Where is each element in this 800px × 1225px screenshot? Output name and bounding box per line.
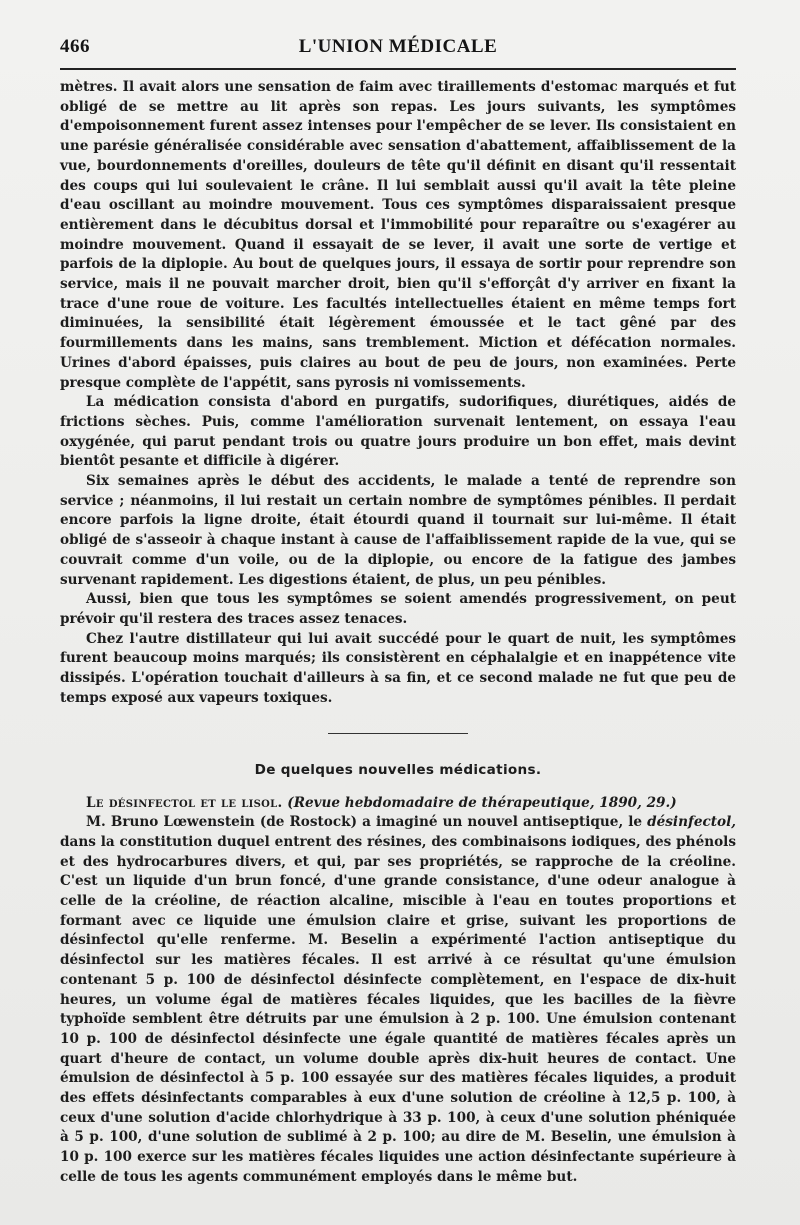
body-paragraph: Six semaines après le début des accidents, le malade a tenté de reprendre son service ; néanmoins, il lui restait un certain nombre de symptômes pénibles. Il perdait encore parfois la ligne droite, était étourdi quand il tournait sur lui-même. Il était obligé de s'asseoir à chaque instant à cause de l'affaiblissement rapide de la vue, qui se couvrait comme d'un voile, ou de la diplopie, ou encore de la fatigue des jambes survenant rapidement. Les digestions étaient, de plus, un peu pénibles.	[60, 473, 736, 588]
section-divider	[328, 733, 468, 734]
paragraph-text-part2: dans la constitution duquel entrent des résines, des combinaisons iodiques, des phénols et des hydrocarbures divers, et qui, par ses propriétés, se rapproche de la créoline. C'est un liquide d'un brun foncé, d'une grande consistance, d'une odeur analogue à celle de la créoline, de réaction alcaline, miscible à l'eau en toutes proportions et formant avec ce liquide une émulsion claire et grise, suivant les proportions de désinfectol qu'elle renferme. M. Beselin a expérimenté l'action antiseptique du désinfectol sur les matières fécales. Il est arrivé à ce résultat qu'une émulsion contenant 5 p. 100 de désinfectol désinfecte complètement, en l'espace de dix-huit heures, un volume égal de matières fécales liquides, que les bacilles de la fièvre typhoïde semblent être détruits par une émulsion à 2 p. 100. Une émulsion contenant 10 p. 100 de désinfectol désinfecte une égale quantité de matières fécales après un quart d'heure de contact, un volume double après dix-huit heures de contact. Une émulsion de désinfectol à 5 p. 100 essayée sur des matières fécales liquides, a produit des effets désinfectants comparables à eux d'une solution de créoline à 12,5 p. 100, à ceux d'une solution d'acide chlorhydrique à 33 p. 100, à ceux d'une solution phéniquée à 5 p. 100, d'une solution de sublimé à 2 p. 100; au dire de M. Beselin, une émulsion à 10 p. 100 exerce sur les matières fécales liquides une action désinfectante supérieure à celle de tous les agents communément employés dans le même but.	[60, 833, 736, 1185]
body-paragraph: Aussi, bien que tous les symptômes se soient amendés progressivement, on peut prévoir qu'il restera des traces assez tenaces.	[60, 591, 736, 627]
running-title: L'UNION MÉDICALE	[298, 36, 498, 57]
body-paragraph: mètres. Il avait alors une sensation de faim avec tiraillements d'estomac marqués et fut obligé de se mettre au lit après son repas. Les jours suivants, les symptômes d'empoisonnement furent assez intenses pour l'empêcher de se lever. Ils consistaient en une parésie généralisée considérable avec sensation d'abattement, affaiblissement de la vue, bourdonnements d'oreilles, douleurs de tête qu'il définit en disant qu'il ressentait des coups qui lui soulevaient le crâne. Il lui semblait aussi qu'il avait la tête pleine d'eau oscillant au moindre mouvement. Tous ces symptômes disparaissaient presque entièrement dans le décubitus dorsal et l'immobilité pour reparaître ou s'exagérer au moindre mouvement. Quand il essayait de se lever, il avait une sorte de vertige et parfois de la diplopie. Au bout de quelques jours, il essaya de sortir pour reprendre son service, mais il ne pouvait marcher droit, bien qu'il s'efforçât d'y arriver en fixant la trace d'une roue de voiture. Les facultés intellectuelles étaient en même temps fort diminuées, la sensibilité était légèrement émoussée et le tact gêné par des fourmillements dans les mains, sans tremblement. Miction et défécation normales. Urines d'abord épaisses, puis claires au bout de peu de jours, non examinées. Perte presque complète de l'appétit, sans pyrosis ni vomissements.	[60, 79, 736, 391]
page-number: 466	[60, 36, 90, 57]
section-body	[60, 794, 736, 1188]
body-paragraph: La médication consista d'abord en purgatifs, sudorifiques, diurétiques, aidés de frictions sèches. Puis, comme l'amélioration survenait lentement, on essaya l'eau oxygénée, qui parut pendant trois ou quatre jours produire un bon effet, mais devint bientôt pesante et difficile à digérer.	[60, 394, 736, 470]
page-header	[60, 36, 736, 58]
paragraph-text-part1: M. Bruno Lœwenstein (de Rostock) a imaginé un nouvel antiseptique, le	[86, 814, 648, 831]
article-body	[60, 78, 736, 709]
article-source: (Revue hebdomadaire de thérapeutique, 1890, 29.)	[287, 794, 677, 811]
paragraph-italic-term: désinfectol,	[647, 814, 736, 831]
section-paragraph	[60, 813, 736, 1187]
section-heading: De quelques nouvelles médications.	[254, 761, 542, 778]
article-reference	[60, 794, 736, 814]
header-rule	[60, 68, 736, 70]
article-title: Le désinfectol et le lisol.	[86, 794, 283, 811]
body-paragraph: Chez l'autre distillateur qui lui avait succédé pour le quart de nuit, les symptômes furent beaucoup moins marqués; ils consistèrent en céphalalgie et en inappétence vite dissipés. L'opération touchait d'ailleurs à sa fin, et ce second malade ne fut que peu de temps exposé aux vapeurs toxiques.	[60, 630, 736, 706]
